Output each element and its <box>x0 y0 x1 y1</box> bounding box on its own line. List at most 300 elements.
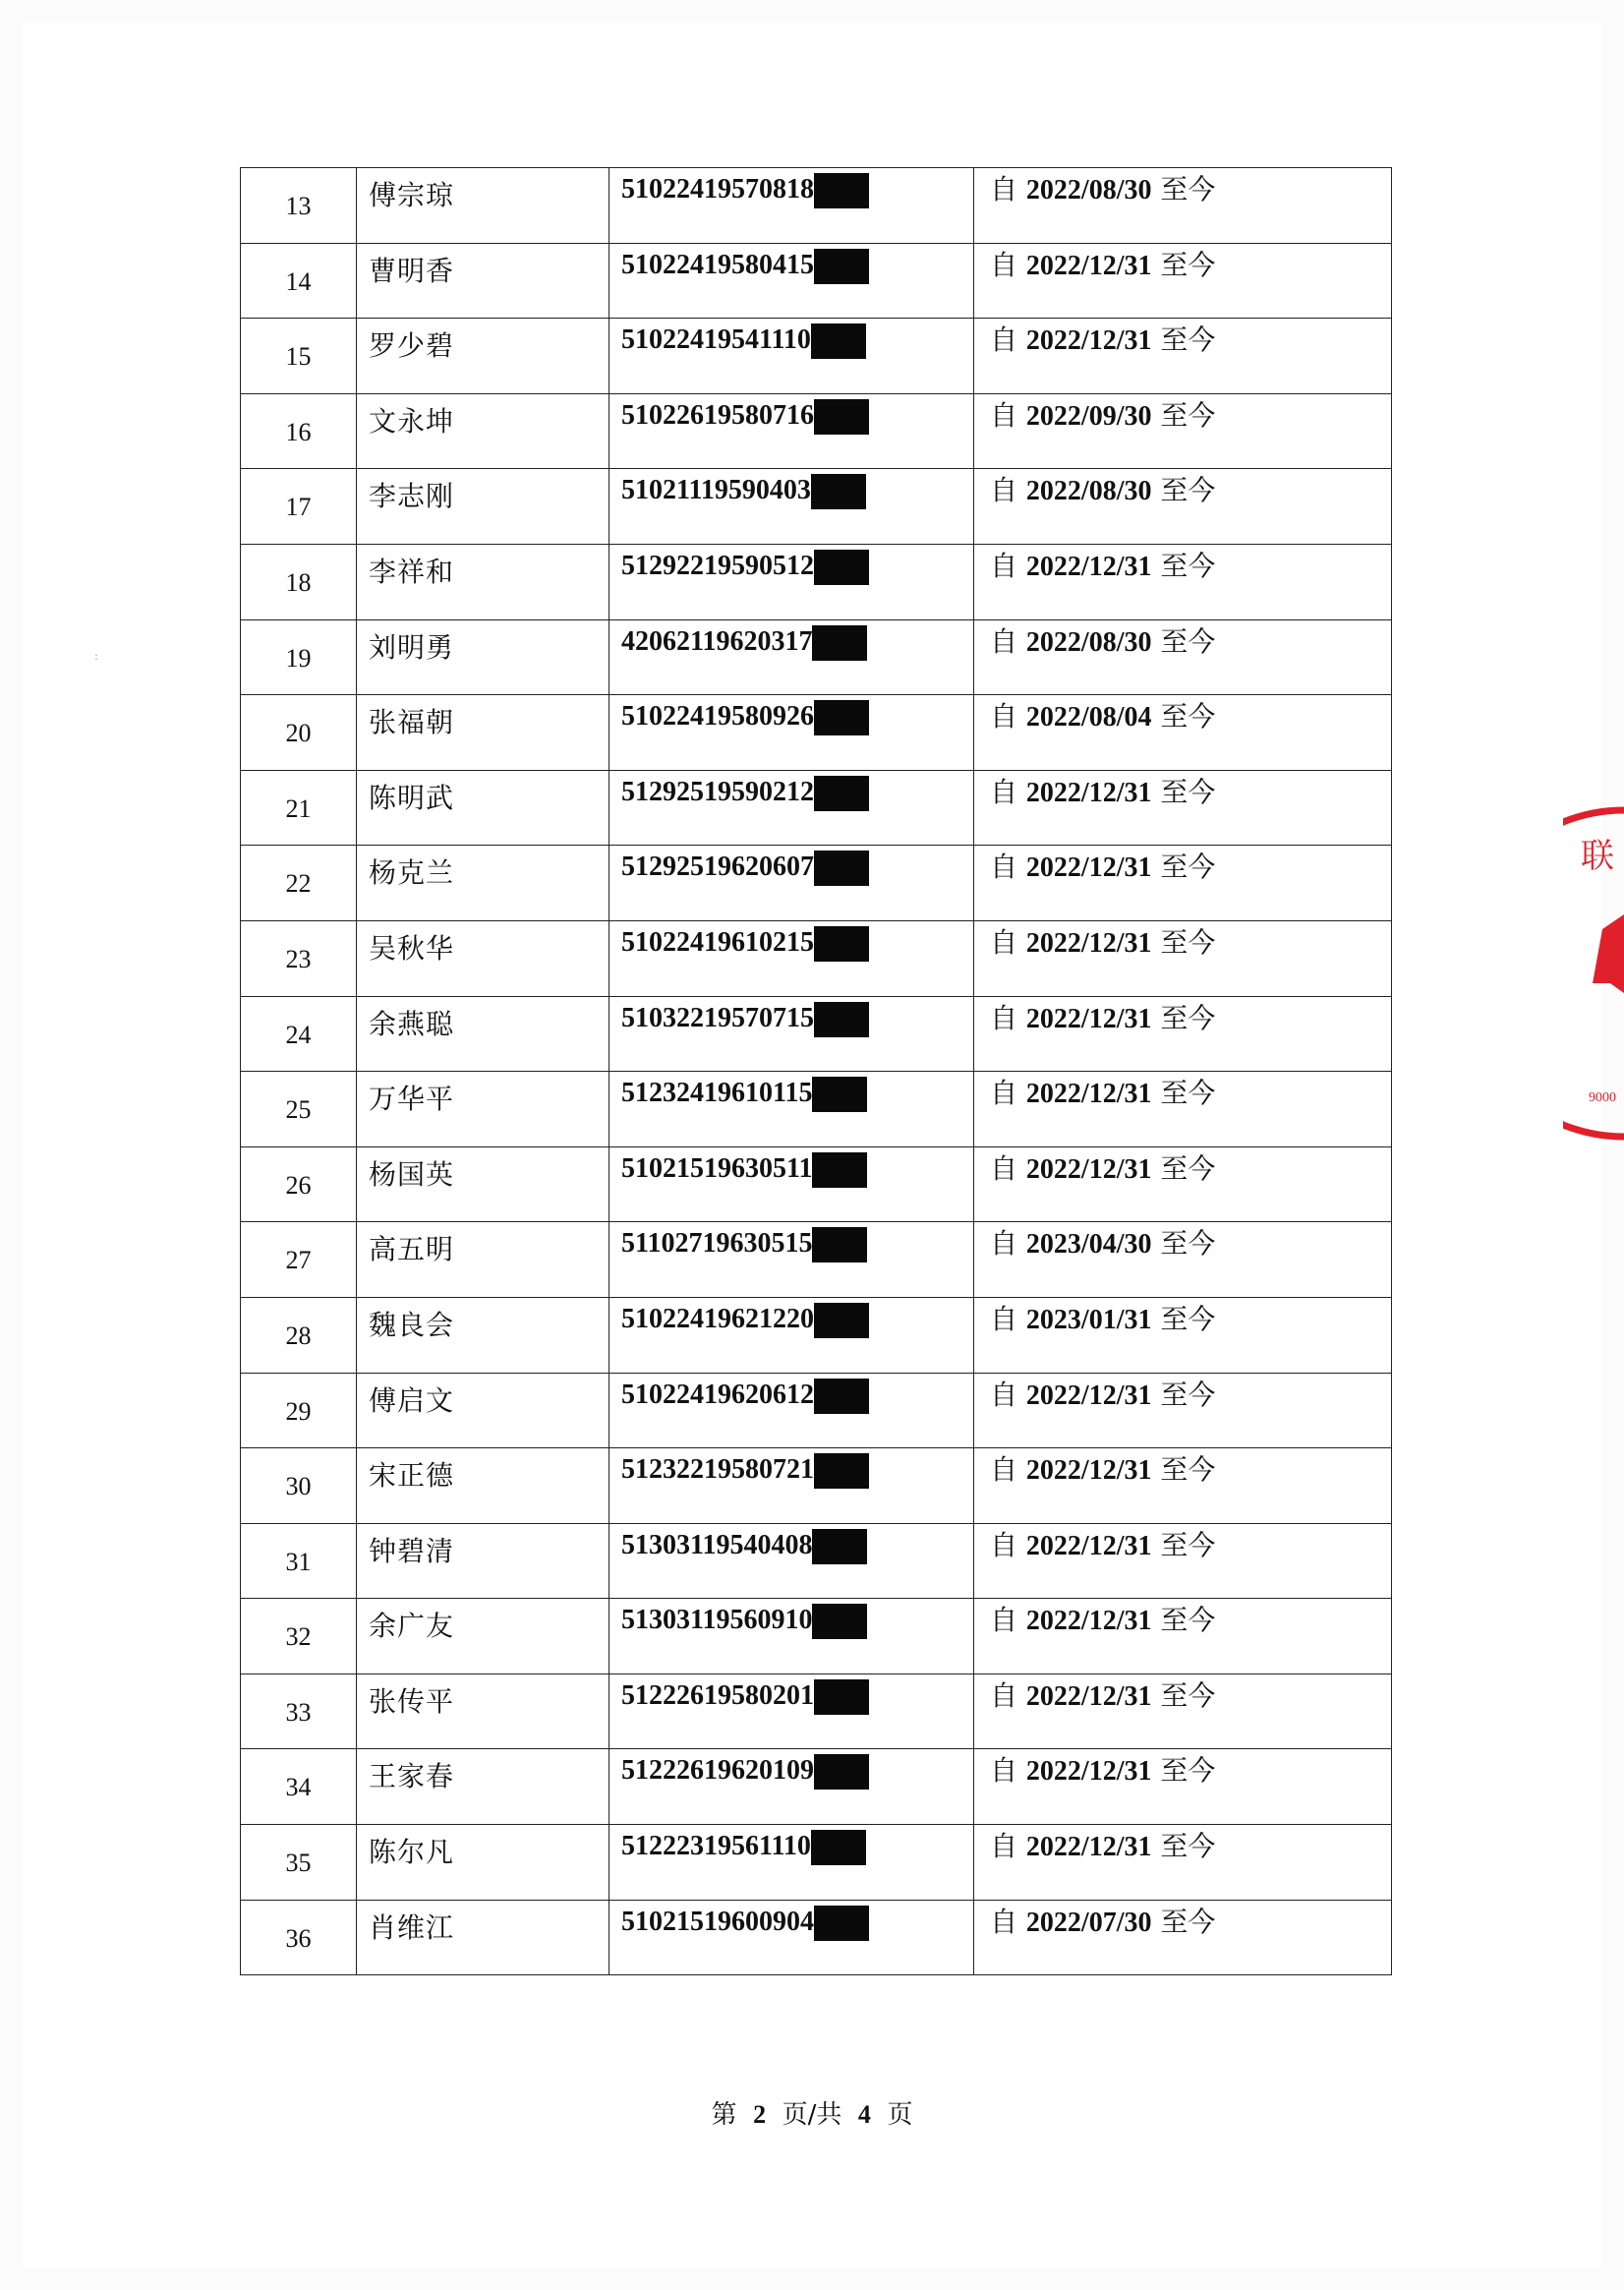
cell-name <box>357 695 609 771</box>
redaction-block <box>812 625 867 661</box>
cell-date <box>974 1900 1392 1975</box>
cell-name <box>357 1072 609 1147</box>
redaction-block <box>814 776 869 811</box>
date-suffix: 至今 <box>1160 173 1216 206</box>
serial-number: 33 <box>285 1697 312 1727</box>
redaction-block <box>812 1227 867 1262</box>
id-number-wrap <box>621 1830 866 1865</box>
footer-label-mid: 页/共 <box>782 2100 842 2130</box>
person-name: 吴秋华 <box>369 931 455 965</box>
cell-name <box>357 393 609 469</box>
date-range <box>990 399 1215 434</box>
person-name: 肖维江 <box>369 1910 455 1944</box>
cell-name <box>357 996 609 1072</box>
person-name: 魏良会 <box>369 1308 455 1341</box>
date-suffix: 至今 <box>1160 851 1216 884</box>
id-number: 51021119590403 <box>621 475 811 506</box>
date-range <box>990 1077 1215 1111</box>
date-value: 2022/12/31 <box>1025 1680 1152 1712</box>
date-suffix: 至今 <box>1160 1905 1216 1938</box>
cell-name <box>357 1448 609 1524</box>
date-range <box>990 1604 1215 1638</box>
serial-number: 16 <box>285 417 312 446</box>
id-number: 51292219590512 <box>621 550 814 581</box>
id-number: 51303119560910 <box>621 1605 813 1636</box>
date-prefix: 自 <box>990 624 1018 658</box>
cell-date <box>974 619 1392 695</box>
cell-serial <box>241 1900 357 1975</box>
id-number: 51022419620612 <box>621 1379 814 1410</box>
person-name: 王家春 <box>369 1760 455 1793</box>
date-suffix: 至今 <box>1160 1227 1216 1261</box>
cell-name <box>357 469 609 545</box>
serial-number: 25 <box>285 1095 312 1125</box>
serial-number: 35 <box>285 1849 312 1878</box>
date-value: 2022/12/31 <box>1025 1003 1152 1034</box>
cell-serial <box>241 1072 357 1147</box>
date-value: 2022/12/31 <box>1025 1153 1152 1185</box>
date-value: 2022/07/30 <box>1025 1907 1152 1938</box>
date-range <box>990 1906 1215 1940</box>
date-prefix: 自 <box>990 1830 1018 1863</box>
date-prefix: 自 <box>990 1001 1018 1034</box>
serial-number: 22 <box>285 869 312 899</box>
table-row <box>241 846 1392 921</box>
cell-date <box>974 393 1392 469</box>
footer-label-post: 页 <box>887 2100 913 2130</box>
date-value: 2022/12/31 <box>1025 927 1152 959</box>
cell-serial <box>241 1825 357 1901</box>
date-range <box>990 474 1215 508</box>
date-suffix: 至今 <box>1160 474 1216 507</box>
id-number: 51222619620109 <box>621 1755 814 1787</box>
table-row <box>241 1825 1392 1901</box>
table-row <box>241 695 1392 771</box>
cell-date <box>974 1749 1392 1825</box>
serial-number: 31 <box>285 1547 312 1576</box>
date-value: 2023/01/31 <box>1025 1304 1152 1335</box>
id-number: 51232419610115 <box>621 1078 813 1109</box>
cell-id <box>609 996 974 1072</box>
cell-name <box>357 846 609 921</box>
cell-id <box>609 243 974 319</box>
id-number-wrap <box>621 700 869 735</box>
table-row <box>241 1373 1392 1448</box>
table-row <box>241 1673 1392 1749</box>
id-number-wrap <box>621 926 869 962</box>
person-name: 宋正德 <box>369 1459 455 1493</box>
date-range <box>990 700 1215 734</box>
cell-id <box>609 319 974 394</box>
redaction-block <box>814 1303 869 1338</box>
date-prefix: 自 <box>990 1302 1018 1335</box>
serial-number: 21 <box>285 793 312 823</box>
date-range <box>990 1754 1215 1789</box>
person-name: 傅宗琼 <box>369 179 455 211</box>
date-value: 2022/08/30 <box>1025 175 1152 206</box>
date-prefix: 自 <box>990 1528 1018 1561</box>
cell-id <box>609 1825 974 1901</box>
footer-label-pre: 第 <box>711 2100 737 2130</box>
cell-date <box>974 469 1392 545</box>
cell-name <box>357 1673 609 1749</box>
table-row <box>241 1523 1392 1599</box>
serial-number: 14 <box>285 266 312 296</box>
scan-speck: : <box>94 649 99 663</box>
serial-number: 28 <box>285 1321 312 1350</box>
cell-id <box>609 770 974 846</box>
date-range <box>990 1529 1215 1563</box>
date-suffix: 至今 <box>1160 1453 1216 1487</box>
table-row <box>241 393 1392 469</box>
cell-id <box>609 1373 974 1448</box>
serial-number: 13 <box>285 192 312 220</box>
serial-number: 30 <box>285 1472 312 1501</box>
page-footer <box>0 2094 1624 2131</box>
date-prefix: 自 <box>990 549 1018 582</box>
id-number-wrap <box>621 1529 867 1564</box>
id-number-wrap <box>621 173 869 208</box>
person-name: 张福朝 <box>369 706 455 739</box>
date-range <box>990 1002 1215 1036</box>
id-number-wrap <box>621 625 867 661</box>
cell-serial <box>241 168 357 244</box>
id-number-wrap <box>621 399 869 435</box>
date-suffix: 至今 <box>1160 1678 1216 1712</box>
cell-name <box>357 544 609 619</box>
date-prefix: 自 <box>990 1077 1018 1110</box>
cell-date <box>974 1673 1392 1749</box>
serial-number: 36 <box>285 1923 312 1953</box>
cell-date <box>974 695 1392 771</box>
person-name: 高五明 <box>369 1233 455 1266</box>
id-number: 51222319561110 <box>621 1831 811 1862</box>
cell-id <box>609 1749 974 1825</box>
cell-serial <box>241 770 357 846</box>
cell-date <box>974 243 1392 319</box>
serial-number: 34 <box>285 1773 312 1802</box>
date-suffix: 至今 <box>1160 1302 1216 1335</box>
footer-page-current: 2 <box>753 2100 767 2129</box>
cell-serial <box>241 1448 357 1524</box>
serial-number: 29 <box>285 1396 312 1426</box>
date-prefix: 自 <box>990 173 1018 206</box>
redaction-block <box>814 399 869 435</box>
date-range <box>990 1453 1215 1488</box>
table-row <box>241 1448 1392 1524</box>
table-row <box>241 469 1392 545</box>
cell-name <box>357 243 609 319</box>
id-number-wrap <box>621 851 869 886</box>
id-number-wrap <box>621 474 866 509</box>
id-number: 51292519590212 <box>621 776 814 807</box>
cell-date <box>974 1072 1392 1147</box>
redaction-block <box>814 173 869 208</box>
cell-date <box>974 770 1392 846</box>
cell-serial <box>241 619 357 695</box>
id-number: 42062119620317 <box>621 625 813 657</box>
table-row <box>241 1072 1392 1147</box>
cell-id <box>609 1072 974 1147</box>
cell-serial <box>241 393 357 469</box>
cell-id <box>609 1222 974 1298</box>
table-row <box>241 1297 1392 1373</box>
redaction-block <box>814 1754 869 1790</box>
date-suffix: 至今 <box>1160 624 1216 658</box>
cell-name <box>357 319 609 394</box>
date-prefix: 自 <box>990 1604 1018 1637</box>
id-number: 51303119540408 <box>621 1529 813 1560</box>
date-suffix: 至今 <box>1160 1151 1216 1185</box>
date-prefix: 自 <box>990 1151 1018 1185</box>
person-name: 傅启文 <box>369 1383 455 1417</box>
person-name: 陈明武 <box>369 781 455 814</box>
date-value: 2022/08/04 <box>1025 702 1152 734</box>
cell-name <box>357 619 609 695</box>
redaction-block <box>811 1830 866 1865</box>
person-name: 张传平 <box>369 1684 455 1718</box>
cell-date <box>974 1523 1392 1599</box>
cell-serial <box>241 1749 357 1825</box>
cell-date <box>974 168 1392 244</box>
footer-page-total: 4 <box>857 2100 871 2129</box>
cell-serial <box>241 1297 357 1373</box>
date-suffix: 至今 <box>1160 398 1216 432</box>
serial-number: 24 <box>285 1020 312 1049</box>
cell-date <box>974 846 1392 921</box>
id-number: 51022419580926 <box>621 701 814 733</box>
date-range <box>990 926 1215 961</box>
cell-date <box>974 1222 1392 1298</box>
serial-number: 18 <box>285 567 312 597</box>
date-value: 2022/12/31 <box>1025 1530 1152 1561</box>
person-name: 李祥和 <box>369 555 455 588</box>
id-number-wrap <box>621 1227 867 1262</box>
id-number: 51022419621220 <box>621 1303 814 1334</box>
id-number: 51022419570818 <box>621 174 814 205</box>
date-value: 2022/12/31 <box>1025 1079 1152 1110</box>
cell-date <box>974 544 1392 619</box>
date-suffix: 至今 <box>1160 1528 1216 1561</box>
serial-number: 26 <box>285 1170 312 1200</box>
cell-serial <box>241 243 357 319</box>
date-range <box>990 1379 1215 1413</box>
id-number-wrap <box>621 1604 867 1639</box>
date-prefix: 自 <box>990 700 1018 734</box>
id-number: 51022419541110 <box>621 324 811 356</box>
id-number-wrap <box>621 1453 869 1489</box>
cell-serial <box>241 846 357 921</box>
cell-name <box>357 1297 609 1373</box>
cell-date <box>974 996 1392 1072</box>
serial-number: 19 <box>285 643 312 673</box>
cell-date <box>974 1599 1392 1674</box>
redaction-block <box>814 851 869 886</box>
date-range <box>990 1152 1215 1187</box>
date-prefix: 自 <box>990 925 1018 959</box>
id-number-wrap <box>621 1002 869 1037</box>
date-prefix: 自 <box>990 1905 1018 1938</box>
date-value: 2022/12/31 <box>1025 250 1152 281</box>
date-value: 2022/12/31 <box>1025 1606 1152 1637</box>
redaction-block <box>812 1529 867 1564</box>
official-seal-fragment <box>1563 787 1624 1160</box>
cell-serial <box>241 1673 357 1749</box>
table-row <box>241 920 1392 996</box>
redaction-block <box>812 1152 867 1188</box>
date-range <box>990 625 1215 660</box>
date-suffix: 至今 <box>1160 323 1216 357</box>
cell-date <box>974 1825 1392 1901</box>
date-prefix: 自 <box>990 1453 1018 1487</box>
table-row <box>241 319 1392 394</box>
cell-id <box>609 846 974 921</box>
table-row <box>241 1749 1392 1825</box>
cell-serial <box>241 544 357 619</box>
cell-id <box>609 1599 974 1674</box>
date-range <box>990 1679 1215 1714</box>
cell-serial <box>241 1373 357 1448</box>
person-name: 钟碧清 <box>369 1534 455 1567</box>
id-number: 51032219570715 <box>621 1002 814 1033</box>
cell-name <box>357 1146 609 1222</box>
serial-number: 27 <box>285 1246 312 1275</box>
redaction-block <box>812 1077 867 1112</box>
redaction-block <box>814 1453 869 1489</box>
table-row <box>241 770 1392 846</box>
date-range <box>990 173 1215 207</box>
date-value: 2022/12/31 <box>1025 551 1152 582</box>
date-value: 2022/08/30 <box>1025 626 1152 658</box>
date-suffix: 至今 <box>1160 1604 1216 1637</box>
table-body <box>241 168 1392 1975</box>
serial-number: 15 <box>285 342 312 372</box>
cell-date <box>974 1297 1392 1373</box>
date-suffix: 至今 <box>1160 775 1216 808</box>
cell-id <box>609 920 974 996</box>
cell-serial <box>241 319 357 394</box>
id-number: 51022619580716 <box>621 399 814 431</box>
cell-name <box>357 1599 609 1674</box>
redaction-block <box>811 323 866 359</box>
id-number: 51022419580415 <box>621 249 814 280</box>
date-prefix: 自 <box>990 1378 1018 1411</box>
cell-serial <box>241 1146 357 1222</box>
person-name: 文永坤 <box>369 404 455 438</box>
cell-name <box>357 1900 609 1975</box>
date-suffix: 至今 <box>1160 1754 1216 1788</box>
date-prefix: 自 <box>990 775 1018 808</box>
redaction-block <box>814 1906 869 1941</box>
serial-number: 17 <box>285 493 312 522</box>
cell-serial <box>241 996 357 1072</box>
cell-name <box>357 1825 609 1901</box>
cell-id <box>609 393 974 469</box>
id-number-wrap <box>621 776 869 811</box>
date-suffix: 至今 <box>1160 1378 1216 1411</box>
date-range <box>990 249 1215 283</box>
cell-id <box>609 168 974 244</box>
redaction-block <box>812 1604 867 1639</box>
person-name: 陈尔凡 <box>369 1836 455 1869</box>
redaction-block <box>814 550 869 585</box>
redaction-block <box>814 1002 869 1037</box>
person-name: 李志刚 <box>369 480 455 513</box>
person-name: 罗少碧 <box>369 329 455 363</box>
date-prefix: 自 <box>990 851 1018 884</box>
table-row <box>241 1599 1392 1674</box>
date-suffix: 至今 <box>1160 700 1216 734</box>
cell-name <box>357 1523 609 1599</box>
date-range <box>990 776 1215 810</box>
serial-number: 20 <box>285 719 312 748</box>
date-prefix: 自 <box>990 474 1018 507</box>
cell-date <box>974 920 1392 996</box>
table-row <box>241 243 1392 319</box>
cell-id <box>609 1673 974 1749</box>
cell-id <box>609 1146 974 1222</box>
cell-id <box>609 1448 974 1524</box>
cell-serial <box>241 920 357 996</box>
cell-serial <box>241 695 357 771</box>
cell-id <box>609 469 974 545</box>
date-range <box>990 1227 1215 1262</box>
redaction-block <box>814 249 869 284</box>
date-value: 2022/12/31 <box>1025 852 1152 884</box>
cell-name <box>357 1222 609 1298</box>
date-suffix: 至今 <box>1160 925 1216 959</box>
personnel-table <box>240 167 1392 1975</box>
date-range <box>990 1830 1215 1864</box>
serial-number: 32 <box>285 1622 312 1652</box>
redaction-block <box>811 474 866 509</box>
id-number-wrap <box>621 1152 867 1188</box>
cell-date <box>974 319 1392 394</box>
cell-name <box>357 1373 609 1448</box>
date-value: 2022/12/31 <box>1025 1455 1152 1487</box>
date-suffix: 至今 <box>1160 549 1216 582</box>
cell-date <box>974 1146 1392 1222</box>
table-row <box>241 1222 1392 1298</box>
serial-number: 23 <box>285 944 312 973</box>
seal-text-fragment: 联 <box>1581 837 1614 876</box>
table-row <box>241 619 1392 695</box>
date-suffix: 至今 <box>1160 1001 1216 1034</box>
date-prefix: 自 <box>990 248 1018 281</box>
cell-serial <box>241 1222 357 1298</box>
date-range <box>990 1303 1215 1337</box>
id-number-wrap <box>621 1906 869 1941</box>
id-number-wrap <box>621 1679 869 1715</box>
table-row <box>241 168 1392 244</box>
id-number: 51021519630511 <box>621 1152 813 1184</box>
id-number: 51021519600904 <box>621 1906 814 1937</box>
id-number-wrap <box>621 550 869 585</box>
person-name: 万华平 <box>369 1083 455 1116</box>
date-suffix: 至今 <box>1160 1077 1216 1110</box>
date-suffix: 至今 <box>1160 1830 1216 1863</box>
id-number-wrap <box>621 1303 869 1338</box>
id-number: 51292519620607 <box>621 851 814 883</box>
id-number-wrap <box>621 1754 869 1790</box>
redaction-block <box>814 1379 869 1414</box>
date-value: 2022/08/30 <box>1025 476 1152 507</box>
id-number-wrap <box>621 323 866 359</box>
date-value: 2022/12/31 <box>1025 325 1152 357</box>
date-range <box>990 550 1215 584</box>
date-suffix: 至今 <box>1160 248 1216 281</box>
date-range <box>990 851 1215 885</box>
